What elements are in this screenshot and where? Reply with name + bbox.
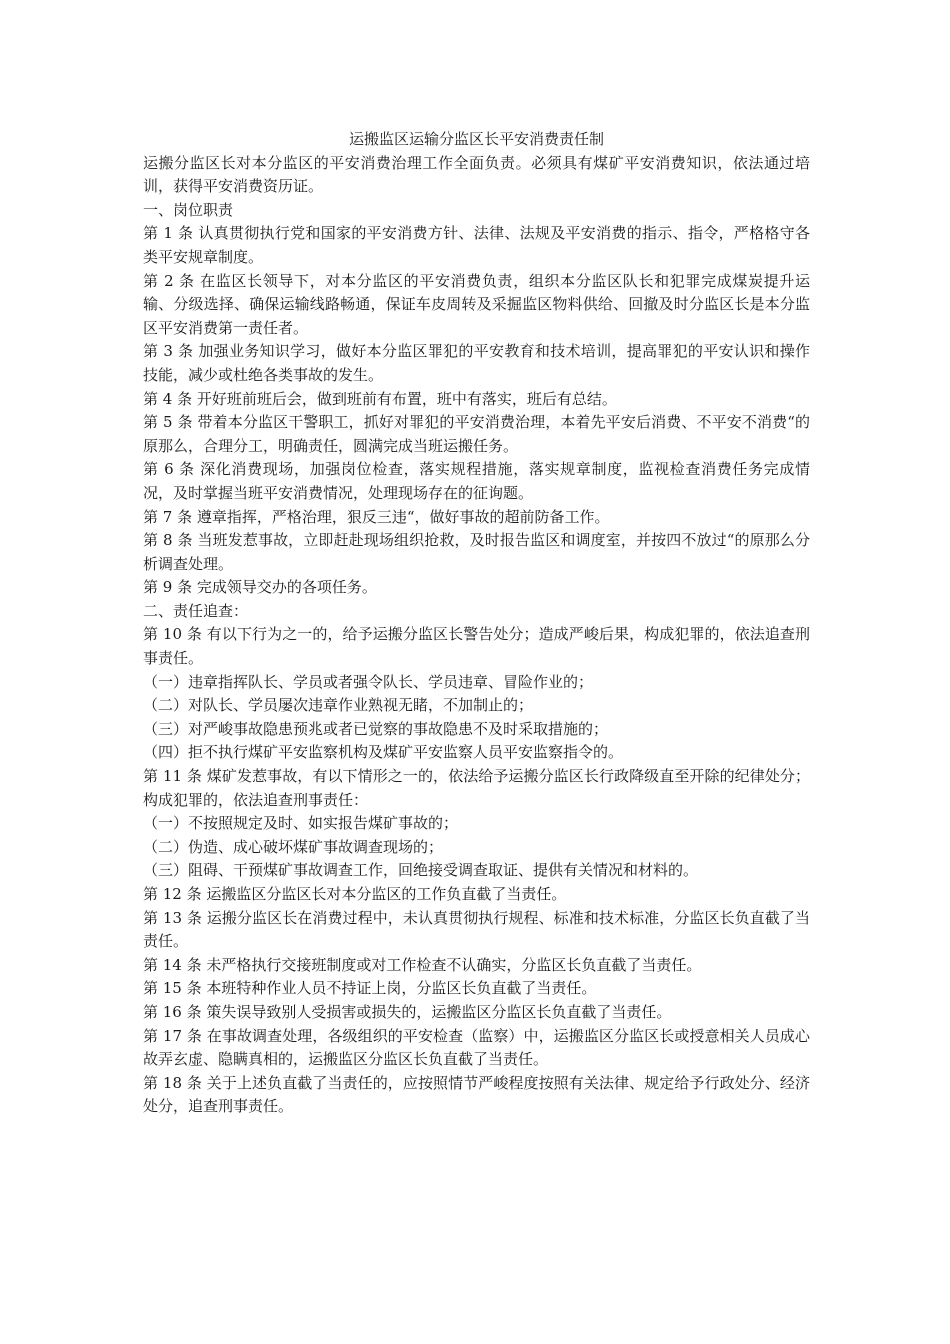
paragraph: 第 2 条 在监区长领导下，对本分监区的平安消费负责，组织本分监区队长和犯罪完成煤炭提升运输、分级选择、确保运输线路畅通，保证车皮周转及采掘监区物料供给、回撤及时分监区长是本分监区平安消费第一责任者。 [143, 271, 810, 337]
list-item: （四）拒不执行煤矿平安监察机构及煤矿平安监察人员平安监察指令的。 [143, 743, 624, 762]
list-item: （三）阻碍、干预煤矿事故调查工作，回绝接受调查取证、提供有关情况和材料的。 [143, 861, 699, 880]
paragraph: 第 12 条 运搬监区分监区长对本分监区的工作负直截了当责任。 [143, 885, 567, 903]
paragraph: 第 13 条 运搬分监区长在消费过程中，未认真贯彻执行规程、标准和技术标准，分监区长负直截了当责任。 [143, 908, 810, 951]
paragraph: 第 17 条 在事故调查处理，各级组织的平安检查（监察）中，运搬监区分监区长或授意相关人员成心故弄玄虚、隐瞒真相的，运搬监区分监区长负直截了当责任。 [143, 1026, 810, 1069]
list-item: （二）对队长、学员屡次违章作业熟视无睹，不加制止的； [143, 696, 534, 715]
paragraph: 第 6 条 深化消费现场，加强岗位检查，落实规程措施，落实规章制度，监视检查消费任务完成情况，及时掌握当班平安消费情况，处理现场存在的征询题。 [143, 460, 810, 502]
paragraph: 第 1 条 认真贯彻执行党和国家的平安消费方针、法律、法规及平安消费的指示、指令，严格格守各类平安规章制度。 [143, 224, 810, 266]
section-heading: 一、岗位职责 [143, 200, 234, 219]
paragraph: 第 14 条 未严格执行交接班制度或对工作检查不认确实，分监区长负直截了当责任。 [143, 955, 702, 974]
paragraph: 第 8 条 当班发惹事故，立即赶赴现场组织抢救，及时报告监区和调度室，并按四不放过“的原那么分析调查处理。 [143, 531, 810, 573]
paragraph: 第 11 条 煤矿发惹事故，有以下情形之一的，依法给予运搬分监区长行政降级直至开除的纪律处分；构成犯罪的，依法追查刑事责任： [143, 767, 810, 809]
paragraph: 第 9 条 完成领导交办的各项任务。 [143, 578, 377, 597]
paragraph: 第 10 条 有以下行为之一的，给予运搬分监区长警告处分；造成严峻后果，构成犯罪的，依法追查刑事责任。 [143, 625, 810, 668]
paragraph: 第 16 条 策失误导致别人受损害或损失的，运搬监区分监区长负直截了当责任。 [143, 1002, 672, 1021]
document-title: 运搬监区运输分监区长平安消费责任制 [348, 130, 604, 148]
list-item: （三）对严峻事故隐患预兆或者已觉察的事故隐患不及时采取措施的； [143, 719, 609, 738]
paragraph: 第 4 条 开好班前班后会，做到班前有布置，班中有落实，班后有总结。 [143, 389, 617, 408]
list-item: （一）不按照规定及时、如实报告煤矿事故的； [143, 814, 459, 833]
list-item: （二）伪造、成心破坏煤矿事故调查现场的； [143, 837, 444, 856]
document-page [143, 128, 810, 1119]
paragraph: 运搬分监区长对本分监区的平安消费治理工作全面负责。必须具有煤矿平安消费知识，依法通过培训，获得平安消费资历证。 [143, 153, 810, 196]
list-item: （一）违章指挥队长、学员或者强令队长、学员违章、冒险作业的； [143, 672, 594, 691]
paragraph: 第 15 条 本班特种作业人员不持证上岗，分监区长负直截了当责任。 [143, 979, 597, 998]
paragraph: 第 5 条 带着本分监区干警职工，抓好对罪犯的平安消费治理，本着先平安后消费、不平安不消费“的原那么，合理分工，明确责任，圆满完成当班运搬任务。 [143, 413, 810, 455]
paragraph: 第 18 条 关于上述负直截了当责任的，应按照情节严峻程度按照有关法律、规定给予行政处分、经济处分，追查刑事责任。 [143, 1073, 810, 1116]
paragraph: 第 7 条 遵章指挥，严格治理，狠反三违“，做好事故的超前防备工作。 [143, 507, 610, 526]
section-heading: 二、责任追查： [143, 601, 249, 620]
paragraph: 第 3 条 加强业务知识学习，做好本分监区罪犯的平安教育和技术培训，提高罪犯的平安认识和操作技能，减少或杜绝各类事故的发生。 [143, 342, 810, 384]
document-body [143, 152, 810, 1119]
